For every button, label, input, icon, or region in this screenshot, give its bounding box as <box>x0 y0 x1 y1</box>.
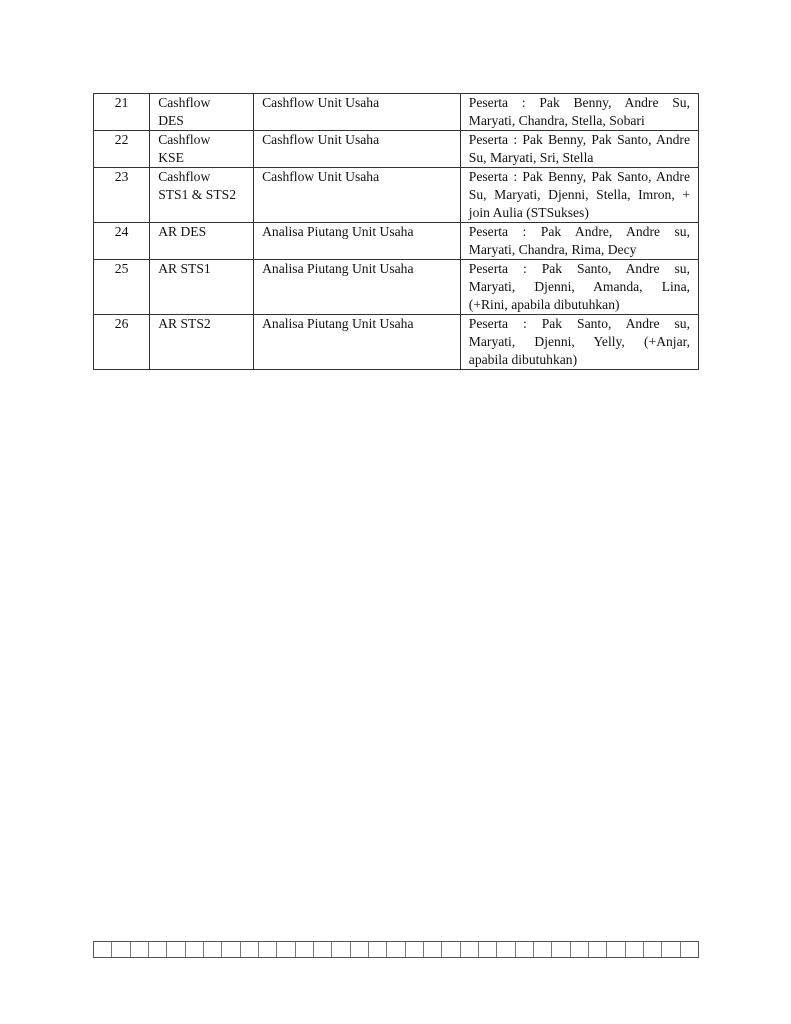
participants-line: Peserta : Pak Santo, Andre su, <box>468 261 690 276</box>
participants-line: join Aulia (STSukses) <box>468 205 589 220</box>
grid-cell <box>571 942 589 957</box>
participants-line: Peserta : Pak Andre, Andre su, <box>468 224 690 239</box>
unit-line: KSE <box>158 150 184 165</box>
grid-cell <box>149 942 167 957</box>
participants-table <box>93 93 699 370</box>
grid-cell <box>589 942 607 957</box>
grid-cell <box>204 942 222 957</box>
grid-cell <box>112 942 130 957</box>
grid-cell <box>534 942 552 957</box>
topic-cell: Cashflow Unit Usaha <box>254 94 461 131</box>
grid-cell <box>644 942 662 957</box>
table-row <box>94 94 699 131</box>
unit-line: AR STS1 <box>158 261 211 276</box>
participants-line: Su, Maryati, Djenni, Stella, Imron, + <box>468 187 690 202</box>
grid-cell <box>277 942 295 957</box>
grid-cell <box>351 942 369 957</box>
grid-cell <box>479 942 497 957</box>
grid-cell <box>241 942 259 957</box>
participants-cell <box>460 94 698 131</box>
unit-line: Cashflow <box>158 169 211 184</box>
topic-cell: Analisa Piutang Unit Usaha <box>254 223 461 260</box>
grid-cell <box>167 942 185 957</box>
participants-line: Peserta : Pak Benny, Pak Santo, Andre <box>468 132 690 147</box>
table-row <box>94 315 699 370</box>
unit-line: Cashflow <box>158 95 211 110</box>
grid-cell <box>681 942 698 957</box>
grid-cell <box>662 942 680 957</box>
grid-cell <box>424 942 442 957</box>
footer-grid <box>93 941 699 958</box>
table-row <box>94 260 699 315</box>
table-row <box>94 168 699 223</box>
participants-cell <box>460 315 698 370</box>
grid-cell <box>94 942 112 957</box>
participants-line: Maryati, Djenni, Amanda, Lina, <box>468 279 690 294</box>
participants-line: (+Rini, apabila dibutuhkan) <box>468 297 620 312</box>
row-number: 25 <box>94 260 150 315</box>
grid-cell <box>186 942 204 957</box>
grid-cell <box>332 942 350 957</box>
participants-cell <box>460 223 698 260</box>
row-number: 23 <box>94 168 150 223</box>
unit-line: AR DES <box>158 224 207 239</box>
grid-cell <box>442 942 460 957</box>
participants-line: Peserta : Pak Benny, Andre Su, <box>468 95 690 110</box>
table-row <box>94 131 699 168</box>
participants-line: Peserta : Pak Benny, Pak Santo, Andre <box>468 169 690 184</box>
grid-cell <box>296 942 314 957</box>
grid-cell <box>131 942 149 957</box>
grid-cell <box>369 942 387 957</box>
unit-line: Cashflow <box>158 132 211 147</box>
unit-line: STS1 & STS2 <box>158 187 236 202</box>
table-row <box>94 223 699 260</box>
grid-cell <box>497 942 515 957</box>
participants-line: Su, Maryati, Sri, Stella <box>468 150 594 165</box>
unit-cell <box>150 168 254 223</box>
unit-cell <box>150 260 254 315</box>
grid-cell <box>314 942 332 957</box>
topic-cell: Analisa Piutang Unit Usaha <box>254 315 461 370</box>
topic-cell: Cashflow Unit Usaha <box>254 131 461 168</box>
participants-line: Peserta : Pak Santo, Andre su, <box>468 316 690 331</box>
row-number: 26 <box>94 315 150 370</box>
row-number: 21 <box>94 94 150 131</box>
grid-cell <box>461 942 479 957</box>
grid-cell <box>516 942 534 957</box>
grid-cell <box>222 942 240 957</box>
unit-line: AR STS2 <box>158 316 211 331</box>
grid-cell <box>607 942 625 957</box>
row-number: 22 <box>94 131 150 168</box>
topic-cell: Cashflow Unit Usaha <box>254 168 461 223</box>
row-number: 24 <box>94 223 150 260</box>
participants-line: Maryati, Chandra, Stella, Sobari <box>468 113 645 128</box>
unit-cell <box>150 94 254 131</box>
unit-cell <box>150 223 254 260</box>
unit-line: DES <box>158 113 184 128</box>
participants-line: Maryati, Djenni, Yelly, (+Anjar, <box>468 334 690 349</box>
participants-cell <box>460 260 698 315</box>
grid-cell <box>406 942 424 957</box>
grid-cell <box>552 942 570 957</box>
topic-cell: Analisa Piutang Unit Usaha <box>254 260 461 315</box>
participants-line: apabila dibutuhkan) <box>468 352 578 367</box>
grid-cell <box>387 942 405 957</box>
participants-line: Maryati, Chandra, Rima, Decy <box>468 242 637 257</box>
unit-cell <box>150 131 254 168</box>
grid-cell <box>626 942 644 957</box>
unit-cell <box>150 315 254 370</box>
participants-cell <box>460 131 698 168</box>
participants-cell <box>460 168 698 223</box>
grid-cell <box>259 942 277 957</box>
